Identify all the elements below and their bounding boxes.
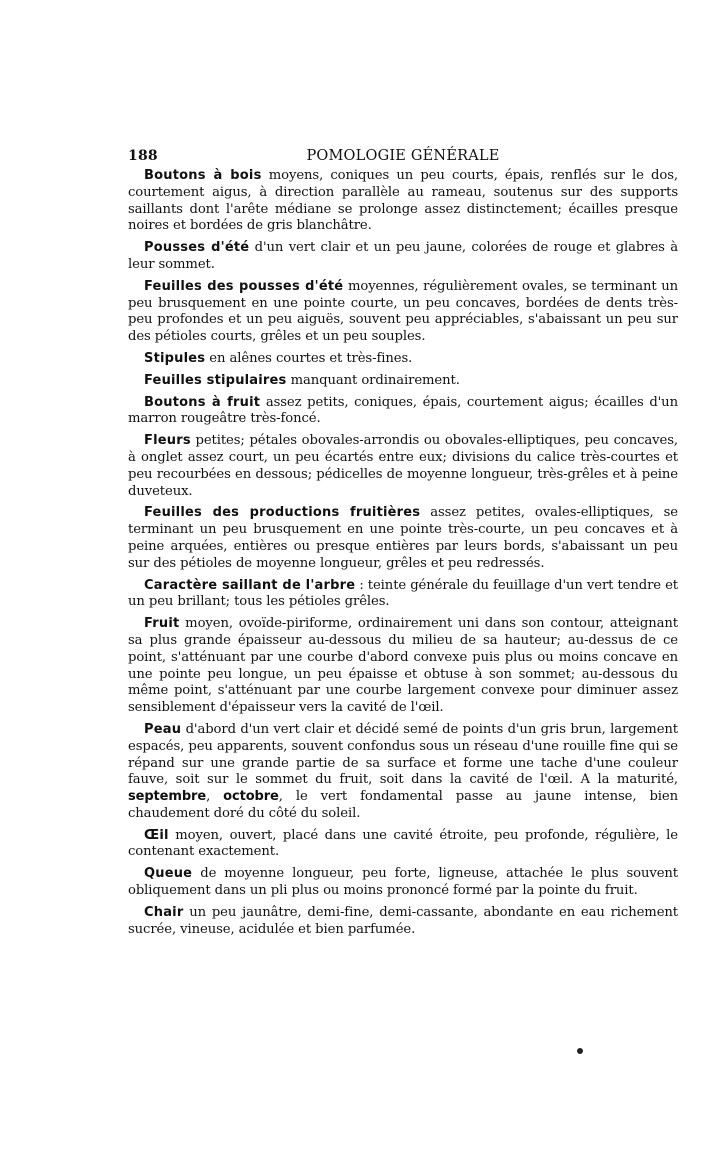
separator: , xyxy=(206,789,224,805)
description: moyennes, régulièrement ovales, se terminant un peu brusquement en une pointe courte, un peu concaves, bordées de dents très-peu profondes et un peu aiguës, souvent peu appréciables, s'abaissant un peu sur des pétioles courts, grêles et un peu souples. xyxy=(128,278,678,345)
term: Boutons à fruit xyxy=(144,394,261,410)
term: Fleurs xyxy=(144,433,191,449)
term: Pousses d'été xyxy=(144,240,250,256)
term: Œil xyxy=(144,827,169,843)
paragraph-pousses-d-ete xyxy=(128,240,678,274)
running-title: POMOLOGIE GÉNÉRALE xyxy=(306,148,500,164)
term: Caractère saillant de l'arbre xyxy=(144,577,356,593)
description: moyens, coniques un peu courts, épais, renflés sur le dos, courtement aigus, à direction parallèle au rameau, soutenus sur des supports saillants dont l'arête médiane se prolonge assez distinctement; écailles presque noires et bordées de gris blanchâtre. xyxy=(128,168,678,234)
paragraph-queue xyxy=(128,866,678,900)
description: moyen, ouvert, placé dans une cavité étroite, peu profonde, régulière, le contenant exactement. xyxy=(128,827,678,860)
paragraph-fleurs xyxy=(128,433,678,500)
term: Chair xyxy=(144,904,184,920)
emphasis-month: septembre xyxy=(128,789,207,805)
emphasis-month: octobre xyxy=(223,789,279,805)
description: d'abord d'un vert clair et décidé semé de points d'un gris brun, largement espacés, peu apparents, souvent confondus sous un réseau d'une rouille fine qui se répand sur une grande partie de sa surface et forme une tache d'une couleur fauve, soit sur le sommet du fruit, soit dans la cavité de l'œil. A la maturité, xyxy=(128,721,678,788)
term: Stipules xyxy=(144,350,206,366)
term: Peau xyxy=(144,721,182,737)
term: Feuilles des pousses d'été xyxy=(144,278,344,294)
description: petites; pétales obovales-arrondis ou obovales-elliptiques, peu concaves, à onglet assez court, un peu écartés entre eux; divisions du calice très-courtes et peu recourbées en dessous; pédicelles de moyenne longueur, très-grêles et à peine duveteux. xyxy=(128,433,678,499)
description: de moyenne longueur, peu forte, ligneuse, attachée le plus souvent obliquement dans un pli plus ou moins prononcé formé par la pointe du fruit. xyxy=(128,866,678,899)
paragraph-caractere-saillant xyxy=(128,578,678,612)
term: Queue xyxy=(144,866,193,882)
paragraph-boutons-a-fruit xyxy=(128,395,678,429)
paragraph-feuilles-productions xyxy=(128,505,678,572)
description: assez petites, ovales-elliptiques, se terminant un peu brusquement en une pointe très-courte, un peu concaves et à peine arquées, entières ou presque entières par leurs bords, s'abaissant un peu sur des pétioles de moyenne longueur, grêles et peu redressés. xyxy=(128,505,678,571)
paragraph-stipules xyxy=(128,351,678,368)
paragraph-chair xyxy=(128,905,678,939)
term: Feuilles des productions fruitières xyxy=(144,505,421,521)
term: Fruit xyxy=(144,616,180,632)
ink-speck xyxy=(577,1048,583,1054)
page-number: 188 xyxy=(128,148,158,164)
description: un peu jaunâtre, demi-fine, demi-cassante, abondante en eau richement sucrée, vineuse, acidulée et bien parfumée. xyxy=(128,904,678,937)
paragraph-feuilles-des-pousses xyxy=(128,279,678,346)
description: manquant ordinairement. xyxy=(286,372,460,388)
running-head xyxy=(128,146,678,168)
paragraph-peau xyxy=(128,722,678,823)
description: : teinte générale du feuillage d'un vert tendre et un peu brillant; tous les pétioles grêles. xyxy=(128,577,679,610)
book-page xyxy=(128,146,678,943)
term: Boutons à bois xyxy=(144,168,262,183)
description: assez petits, coniques, épais, courtement aigus; écailles d'un marron rougeâtre très-foncé. xyxy=(128,394,678,427)
description: , le vert fondamental passe au jaune intense, bien chaudement doré du côté du soleil. xyxy=(128,789,679,821)
description: moyen, ovoïde-piriforme, ordinairement uni dans son contour, atteignant sa plus grande épaisseur au-dessous du milieu de sa hauteur; au-dessus de ce point, s'atténuant par une courbe d'abord convexe puis plus ou moins concave en une pointe peu longue, un peu épaisse et obtuse à son sommet; au-dessous du même point, s'atténuant par une courbe largement convexe pour diminuer assez sensiblement d'épaisseur vers la cavité de l'œil. xyxy=(128,616,678,716)
paragraph-boutons-a-bois xyxy=(128,168,678,235)
term: Feuilles stipulaires xyxy=(144,372,287,388)
paragraph-fruit xyxy=(128,616,678,717)
description: d'un vert clair et un peu jaune, colorées de rouge et glabres à leur sommet. xyxy=(128,240,678,272)
paragraph-feuilles-stipulaires xyxy=(128,373,678,390)
paragraph-oeil xyxy=(128,828,678,862)
description: en alênes courtes et très-fines. xyxy=(205,350,413,366)
